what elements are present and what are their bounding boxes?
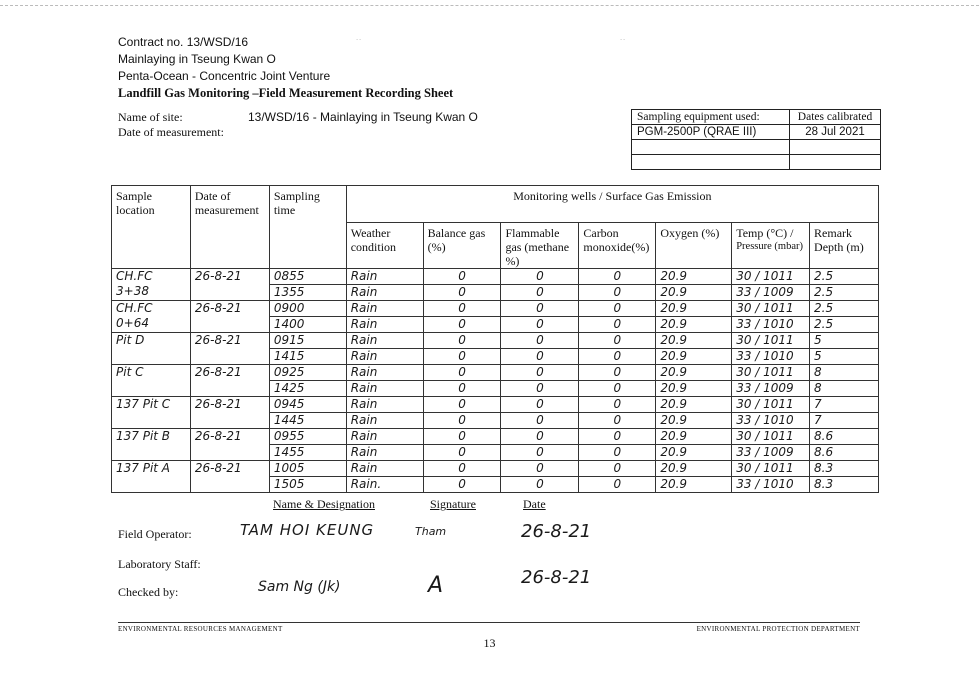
balance-cell: 0: [423, 349, 501, 365]
flammable-cell: 0: [501, 317, 579, 333]
footer-divider: [118, 622, 860, 623]
checked-by-name: Sam Ng (Jk): [258, 579, 341, 595]
balance-cell: 0: [423, 413, 501, 429]
flammable-cell: 0: [501, 397, 579, 413]
temp-cell: 30 / 1011: [732, 301, 810, 317]
sampling-time-cell: 0900: [269, 301, 346, 317]
measurement-date-cell: 26-8-21: [190, 461, 269, 493]
flammable-cell: 0: [501, 285, 579, 301]
site-info: [118, 110, 478, 140]
header-remark-depth: Remark Depth (m): [810, 223, 879, 269]
remark-cell: 8.3: [810, 477, 879, 493]
sampling-time-cell: 0955: [269, 429, 346, 445]
weather-cell: Rain: [346, 301, 423, 317]
laboratory-staff-label: Laboratory Staff:: [118, 557, 201, 571]
calibration-header: Dates calibrated: [790, 110, 881, 125]
oxygen-cell: 20.9: [656, 413, 732, 429]
remark-cell: 8: [810, 365, 879, 381]
temp-cell: 30 / 1011: [732, 269, 810, 285]
flammable-cell: 0: [501, 349, 579, 365]
calibration-empty-cell: [790, 155, 881, 170]
flammable-cell: 0: [501, 445, 579, 461]
measurement-date-cell: 26-8-21: [190, 365, 269, 397]
carbon-cell: 0: [579, 381, 656, 397]
carbon-cell: 0: [579, 413, 656, 429]
carbon-cell: 0: [579, 365, 656, 381]
header-balance-gas: Balance gas (%): [423, 223, 501, 269]
flammable-cell: 0: [501, 413, 579, 429]
field-operator-signature: Tham: [415, 525, 447, 538]
carbon-cell: 0: [579, 285, 656, 301]
checked-by-date: 26-8-21: [521, 567, 592, 588]
oxygen-cell: 20.9: [656, 445, 732, 461]
signoff-date-header: Date: [523, 497, 546, 511]
scan-speck: ˙˙: [620, 38, 626, 48]
remark-cell: 8: [810, 381, 879, 397]
sampling-time-cell: 1400: [269, 317, 346, 333]
weather-cell: Rain: [346, 381, 423, 397]
remark-cell: 2.5: [810, 285, 879, 301]
scan-speck: ˙˙: [356, 38, 362, 48]
weather-cell: Rain: [346, 445, 423, 461]
oxygen-cell: 20.9: [656, 317, 732, 333]
balance-cell: 0: [423, 285, 501, 301]
remark-cell: 2.5: [810, 317, 879, 333]
measurement-date-label: Date of measurement:: [118, 125, 224, 139]
footer-left-text: ENVIRONMENTAL RESOURCES MANAGEMENT: [118, 625, 283, 633]
temp-cell: 33 / 1010: [732, 413, 810, 429]
measurement-date-cell: 26-8-21: [190, 333, 269, 365]
oxygen-cell: 20.9: [656, 397, 732, 413]
sampling-time-cell: 0925: [269, 365, 346, 381]
weather-cell: Rain: [346, 269, 423, 285]
flammable-cell: 0: [501, 301, 579, 317]
carbon-cell: 0: [579, 477, 656, 493]
measurement-date-cell: 26-8-21: [190, 269, 269, 301]
weather-cell: Rain.: [346, 477, 423, 493]
table-row: [112, 365, 879, 381]
balance-cell: 0: [423, 365, 501, 381]
sample-location-cell: CH.FC 0+64: [112, 301, 191, 333]
sampling-time-cell: 0945: [269, 397, 346, 413]
sample-location-cell: 137 Pit A: [112, 461, 191, 493]
balance-cell: 0: [423, 317, 501, 333]
flammable-cell: 0: [501, 461, 579, 477]
temp-cell: 30 / 1011: [732, 397, 810, 413]
remark-cell: 8.6: [810, 445, 879, 461]
temp-cell: 33 / 1009: [732, 285, 810, 301]
carbon-cell: 0: [579, 429, 656, 445]
temp-cell: 30 / 1011: [732, 429, 810, 445]
header-flammable-gas: Flammable gas (methane %): [501, 223, 579, 269]
sampling-time-cell: 1505: [269, 477, 346, 493]
flammable-cell: 0: [501, 333, 579, 349]
weather-cell: Rain: [346, 349, 423, 365]
weather-cell: Rain: [346, 333, 423, 349]
table-row: [112, 269, 879, 285]
oxygen-cell: 20.9: [656, 349, 732, 365]
balance-cell: 0: [423, 333, 501, 349]
sampling-time-cell: 0855: [269, 269, 346, 285]
remark-cell: 8.3: [810, 461, 879, 477]
oxygen-cell: 20.9: [656, 301, 732, 317]
top-divider: [0, 5, 979, 6]
weather-cell: Rain: [346, 413, 423, 429]
header-pressure: Pressure (mbar): [736, 241, 803, 252]
sample-location-cell: 137 Pit C: [112, 397, 191, 429]
flammable-cell: 0: [501, 381, 579, 397]
weather-cell: Rain: [346, 397, 423, 413]
sampling-time-cell: 1415: [269, 349, 346, 365]
contract-number: Contract no. 13/WSD/16: [118, 35, 249, 49]
carbon-cell: 0: [579, 269, 656, 285]
carbon-cell: 0: [579, 333, 656, 349]
header-carbon-monoxide: Carbon monoxide(%): [579, 223, 656, 269]
balance-cell: 0: [423, 445, 501, 461]
equipment-table: [631, 109, 881, 170]
measurement-date-cell: 26-8-21: [190, 301, 269, 333]
table-row: [112, 429, 879, 445]
weather-cell: Rain: [346, 285, 423, 301]
temp-cell: 30 / 1011: [732, 333, 810, 349]
flammable-cell: 0: [501, 365, 579, 381]
sampling-time-cell: 1425: [269, 381, 346, 397]
temp-cell: 30 / 1011: [732, 461, 810, 477]
temp-cell: 33 / 1009: [732, 381, 810, 397]
site-name-label: Name of site:: [118, 110, 183, 124]
oxygen-cell: 20.9: [656, 333, 732, 349]
signoff-section: [118, 497, 878, 607]
remark-cell: 7: [810, 397, 879, 413]
page-number: 13: [483, 636, 496, 650]
remark-cell: 5: [810, 349, 879, 365]
carbon-cell: 0: [579, 445, 656, 461]
flammable-cell: 0: [501, 269, 579, 285]
carbon-cell: 0: [579, 301, 656, 317]
equipment-name: PGM-2500P (QRAE III): [632, 125, 790, 140]
remark-cell: 7: [810, 413, 879, 429]
site-name-value: 13/WSD/16 - Mainlaying in Tseung Kwan O: [248, 110, 478, 124]
equipment-empty-cell: [632, 140, 790, 155]
header-monitoring-wells: Monitoring wells / Surface Gas Emission: [346, 186, 878, 223]
header-sampling-time: Sampling time: [269, 186, 346, 269]
document-header: [118, 34, 453, 102]
oxygen-cell: 20.9: [656, 477, 732, 493]
header-weather: Weather condition: [346, 223, 423, 269]
sample-location-cell: Pit D: [112, 333, 191, 365]
table-row: [112, 397, 879, 413]
field-operator-label: Field Operator:: [118, 527, 192, 541]
weather-cell: Rain: [346, 365, 423, 381]
oxygen-cell: 20.9: [656, 429, 732, 445]
weather-cell: Rain: [346, 429, 423, 445]
balance-cell: 0: [423, 397, 501, 413]
measurement-table: [111, 185, 879, 493]
weather-cell: Rain: [346, 461, 423, 477]
signoff-signature-header: Signature: [430, 497, 476, 511]
oxygen-cell: 20.9: [656, 461, 732, 477]
measurement-date-cell: 26-8-21: [190, 397, 269, 429]
flammable-cell: 0: [501, 429, 579, 445]
field-operator-date: 26-8-21: [521, 521, 592, 542]
temp-cell: 30 / 1011: [732, 365, 810, 381]
project-name: Mainlaying in Tseung Kwan O: [118, 52, 276, 66]
flammable-cell: 0: [501, 477, 579, 493]
sampling-time-cell: 1445: [269, 413, 346, 429]
equipment-header: Sampling equipment used:: [632, 110, 790, 125]
balance-cell: 0: [423, 429, 501, 445]
sampling-time-cell: 0915: [269, 333, 346, 349]
sample-location-cell: 137 Pit B: [112, 429, 191, 461]
temp-cell: 33 / 1010: [732, 349, 810, 365]
measurement-date-cell: 26-8-21: [190, 429, 269, 461]
signoff-name-header: Name & Designation: [273, 497, 375, 511]
table-row: [112, 301, 879, 317]
checked-by-signature: A: [428, 573, 444, 598]
carbon-cell: 0: [579, 349, 656, 365]
carbon-cell: 0: [579, 461, 656, 477]
carbon-cell: 0: [579, 397, 656, 413]
calibration-empty-cell: [790, 140, 881, 155]
field-operator-name: TAM HOI KEUNG: [240, 521, 375, 539]
header-temp-pressure: [732, 223, 810, 269]
balance-cell: 0: [423, 301, 501, 317]
header-date-of-measurement: Date of measurement: [190, 186, 269, 269]
table-row: [112, 461, 879, 477]
header-sample-location: Sample location: [112, 186, 191, 269]
balance-cell: 0: [423, 381, 501, 397]
balance-cell: 0: [423, 461, 501, 477]
footer-right-text: ENVIRONMENTAL PROTECTION DEPARTMENT: [696, 625, 860, 633]
sheet-title: Landfill Gas Monitoring –Field Measurement Recording Sheet: [118, 86, 454, 100]
contractor-name: Penta-Ocean - Concentric Joint Venture: [118, 69, 331, 83]
temp-cell: 33 / 1009: [732, 445, 810, 461]
calibration-date: 28 Jul 2021: [790, 125, 881, 140]
oxygen-cell: 20.9: [656, 365, 732, 381]
checked-by-label: Checked by:: [118, 585, 179, 599]
temp-cell: 33 / 1010: [732, 477, 810, 493]
balance-cell: 0: [423, 477, 501, 493]
header-temp: Temp (°C) /: [736, 226, 794, 240]
remark-cell: 2.5: [810, 301, 879, 317]
sampling-time-cell: 1005: [269, 461, 346, 477]
remark-cell: 5: [810, 333, 879, 349]
sampling-time-cell: 1455: [269, 445, 346, 461]
sampling-time-cell: 1355: [269, 285, 346, 301]
temp-cell: 33 / 1010: [732, 317, 810, 333]
equipment-empty-cell: [632, 155, 790, 170]
balance-cell: 0: [423, 269, 501, 285]
header-oxygen: Oxygen (%): [656, 223, 732, 269]
remark-cell: 8.6: [810, 429, 879, 445]
weather-cell: Rain: [346, 317, 423, 333]
sample-location-cell: CH.FC 3+38: [112, 269, 191, 301]
oxygen-cell: 20.9: [656, 381, 732, 397]
table-row: [112, 333, 879, 349]
oxygen-cell: 20.9: [656, 269, 732, 285]
oxygen-cell: 20.9: [656, 285, 732, 301]
sample-location-cell: Pit C: [112, 365, 191, 397]
remark-cell: 2.5: [810, 269, 879, 285]
carbon-cell: 0: [579, 317, 656, 333]
